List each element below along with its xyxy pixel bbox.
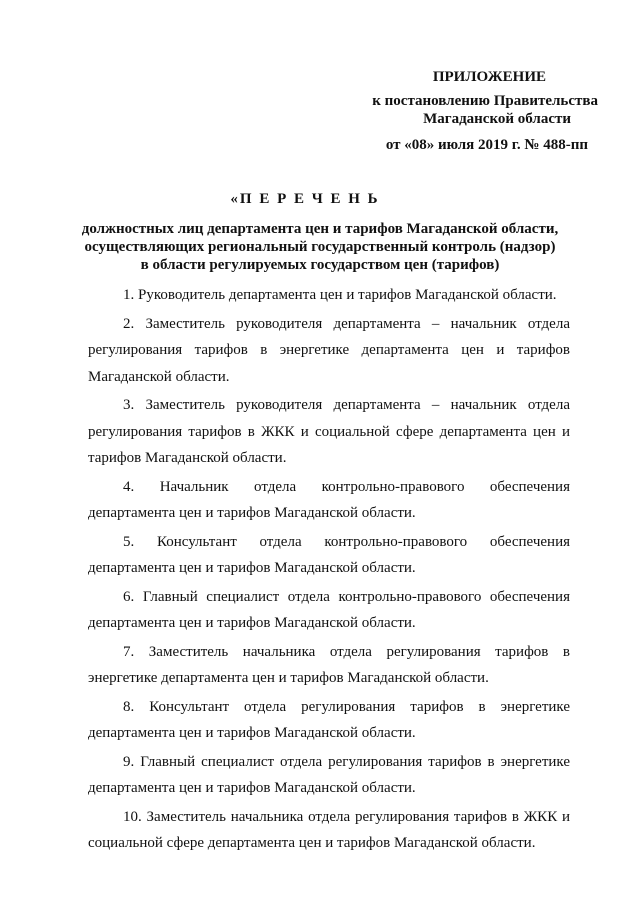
document-subtitle-line: должностных лиц департамента цен и тарифов Магаданской области, (81, 221, 559, 237)
list-item: 8. Консультант отдела регулирования тарифов в энергетике департамента цен и тарифов Магаданской области. (88, 698, 570, 741)
list-item: 3. Заместитель руководителя департамента – начальник отдела регулирования тарифов в ЖКК и социальной сфере департамента цен и тарифов Магаданской области. (88, 397, 570, 466)
document-title (60, 190, 580, 274)
list-item: 5. Консультант отдела контрольно-правового обеспечения департамента цен и тарифов Магаданской области. (88, 533, 570, 576)
document-heading: «П Е Р Е Ч Е Н Ь (230, 191, 380, 207)
appendix-resolution-line: к постановлению Правительства (372, 93, 598, 109)
document-subtitle-line: осуществляющих региональный государственный контроль (надзор) (84, 239, 556, 255)
positions-list (88, 282, 570, 859)
appendix-date-line: от «08» июля 2019 г. № 488-пп (385, 137, 588, 153)
list-item: 9. Главный специалист отдела регулирования тарифов в энергетике департамента цен и тарифов Магаданской области. (88, 753, 570, 796)
list-item: 7. Заместитель начальника отдела регулирования тарифов в энергетике департамента цен и тарифов Магаданской области. (88, 643, 570, 686)
list-item: 4. Начальник отдела контрольно-правового обеспечения департамента цен и тарифов Магаданской области. (88, 478, 570, 521)
list-item: 2. Заместитель руководителя департамента – начальник отдела регулирования тарифов в энергетике департамента цен и тарифов Магаданской области. (88, 315, 570, 385)
document-subtitle-line: в области регулируемых государством цен (тарифов) (140, 257, 500, 273)
list-item: 10. Заместитель начальника отдела регулирования тарифов в ЖКК и социальной сфере департамента цен и тарифов Магаданской области. (88, 808, 570, 851)
list-item: 1. Руководитель департамента цен и тарифов Магаданской области. (123, 287, 557, 303)
appendix-title: ПРИЛОЖЕНИЕ (432, 69, 546, 85)
list-item: 6. Главный специалист отдела контрольно-правового обеспечения департамента цен и тарифов Магаданской области. (88, 588, 570, 631)
appendix-region-line: Магаданской области (423, 111, 571, 127)
appendix-header (300, 68, 600, 154)
